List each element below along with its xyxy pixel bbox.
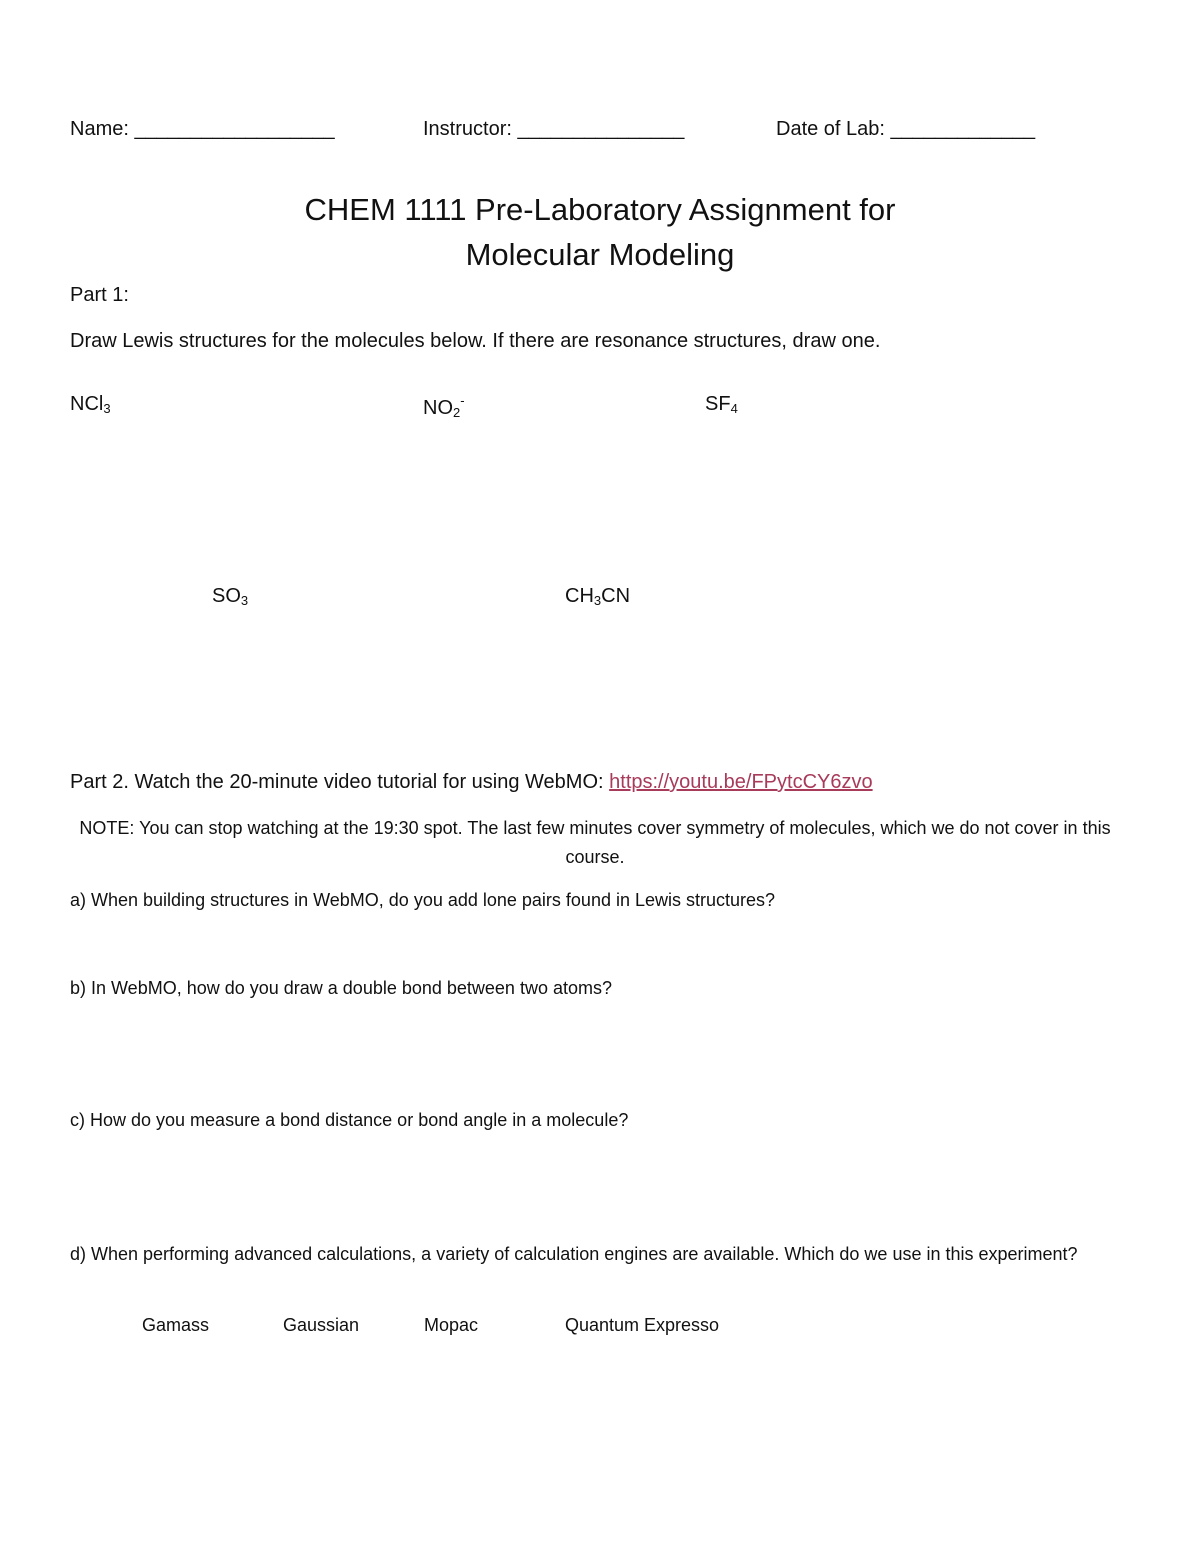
engine-option-mopac: Mopac: [424, 1315, 479, 1335]
part1-instruction: Draw Lewis structures for the molecules below. If there are resonance structures, draw one.: [70, 330, 881, 352]
engine-option-gamass: Gamass: [142, 1315, 210, 1335]
question-a: a) When building structures in WebMO, do you add lone pairs found in Lewis structures?: [70, 890, 776, 910]
engine-option-quantum-expresso: Quantum Expresso: [565, 1315, 720, 1335]
molecule-no2-minus: $NO_2^-$: [423, 393, 465, 420]
part1-heading: Part 1:: [70, 284, 129, 306]
part2-heading: Part 2. Watch the 20-minute video tutorial for using WebMO:: [70, 771, 604, 793]
name-field-label: Name: __________________: [70, 118, 335, 140]
question-b: b) In WebMO, how do you draw a double bond between two atoms?: [70, 978, 612, 998]
document-title-line2: Molecular Modeling: [465, 237, 735, 272]
part2-note: NOTE: You can stop watching at the 19:30 spot. The last few minutes cover symmetry of molecules, which we do not cover in this course.: [79, 818, 1111, 867]
question-c: c) How do you measure a bond distance or bond angle in a molecule?: [70, 1110, 629, 1130]
molecule-ncl3: NCl$_3$: [70, 393, 111, 416]
document-title-line1: CHEM 1111 Pre-Laboratory Assignment for: [304, 192, 896, 227]
molecule-ch3cn: $CH_3CN$: [565, 585, 631, 608]
engine-option-gaussian: Gaussian: [283, 1315, 360, 1335]
video-tutorial-link[interactable]: https://youtu.be/FPytcCY6zvo: [609, 771, 873, 793]
date-of-lab-field-label: Date of Lab: _____________: [776, 118, 1036, 140]
part2-heading-line: [70, 771, 873, 794]
molecule-sf4: $SF_4$: [705, 393, 738, 416]
molecule-so3: $SO_3$: [212, 585, 249, 608]
instructor-field-label: Instructor: _______________: [423, 118, 685, 140]
question-d: d) When performing advanced calculations, a variety of calculation engines are available. Which do we use in this experiment?: [70, 1244, 1078, 1264]
